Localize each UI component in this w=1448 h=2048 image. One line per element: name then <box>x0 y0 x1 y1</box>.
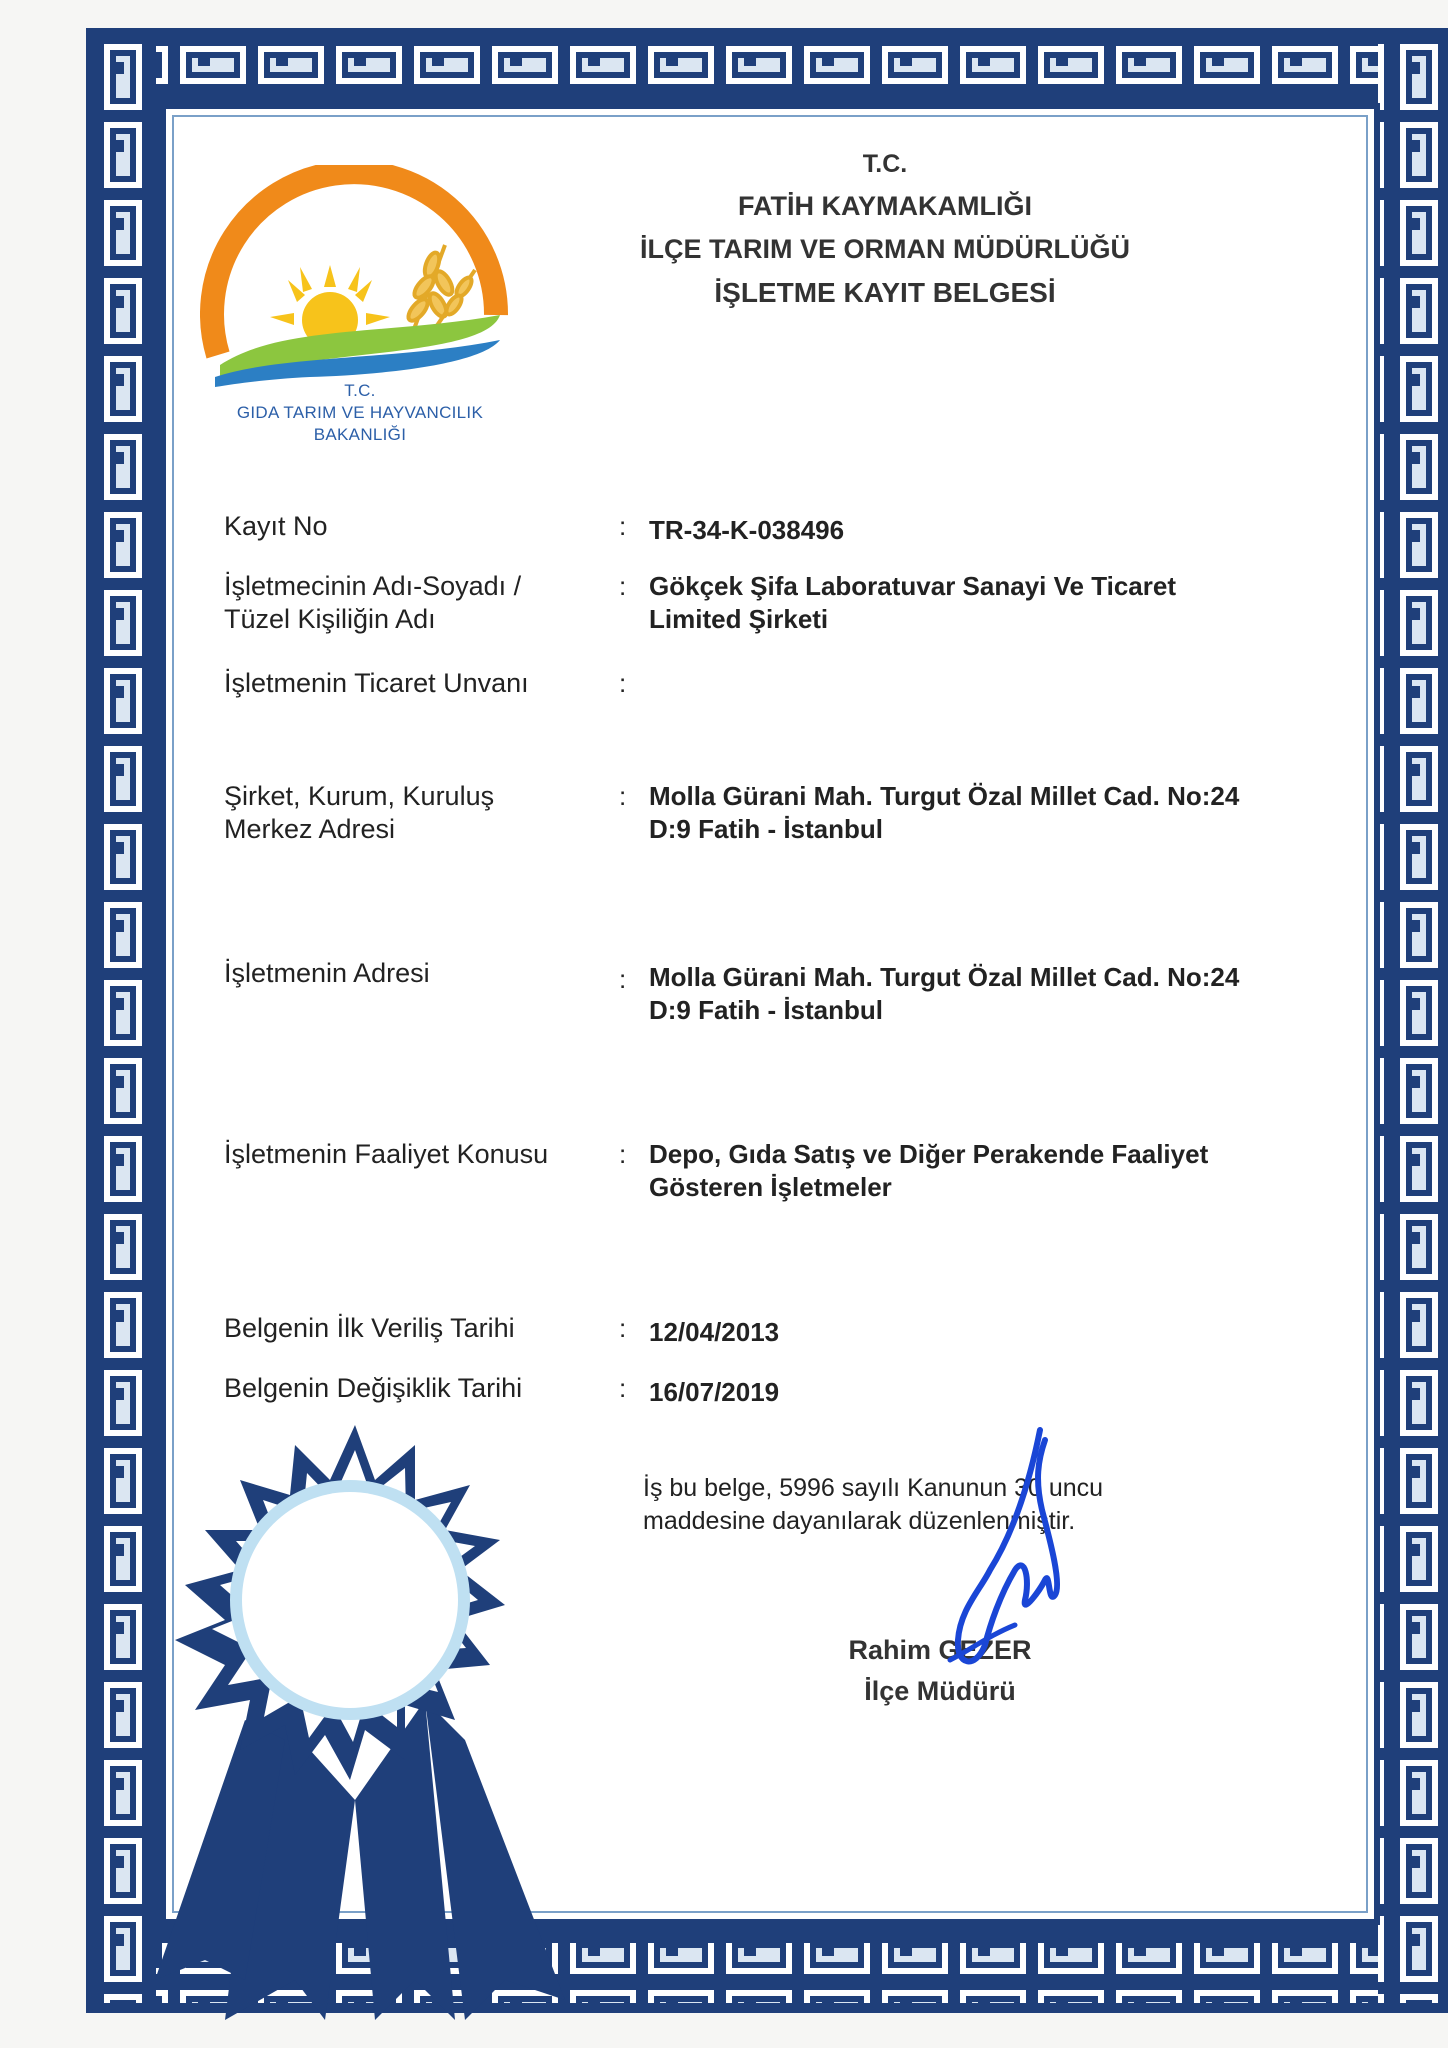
document-header <box>560 150 1210 309</box>
field-colon: : <box>619 571 627 601</box>
logo-tc: T.C. <box>344 381 376 400</box>
signature-icon <box>930 1420 1110 1690</box>
field-colon: : <box>619 668 627 698</box>
field-value: 12/04/2013 <box>649 1317 780 1347</box>
award-rosette-icon <box>125 1420 585 2020</box>
field-colon: : <box>619 1313 627 1343</box>
field-value-line: D:9 Fatih - İstanbul <box>649 814 883 844</box>
field-colon: : <box>619 511 627 541</box>
field-value-line: Limited Şirketi <box>649 604 829 634</box>
field-value-line: Gösteren İşletmeler <box>649 1172 892 1202</box>
field-value-line: Molla Gürani Mah. Turgut Özal Millet Cad. No:24 <box>649 781 1240 811</box>
statement-line: İş bu belge, 5996 sayılı Kanunun 30 uncu <box>643 1474 1104 1502</box>
field-label: İşletmenin Ticaret Unvanı <box>224 668 529 698</box>
field-label: Belgenin İlk Veriliş Tarihi <box>224 1313 515 1343</box>
field-value <box>649 1138 1349 1204</box>
signatory-title: İlçe Müdürü <box>864 1676 1016 1706</box>
header-mudurluk: İLÇE TARIM VE ORMAN MÜDÜRLÜĞÜ <box>640 234 1130 264</box>
field-colon: : <box>619 964 627 994</box>
statement-line: maddesine dayanılarak düzenlenmiştir. <box>643 1507 1076 1535</box>
field-label <box>224 570 614 636</box>
field-colon: : <box>619 1373 627 1403</box>
field-value <box>649 961 1349 1027</box>
field-label: İşletmenin Adresi <box>224 958 430 988</box>
field-value-line: Depo, Gıda Satış ve Diğer Perakende Faaliyet <box>649 1139 1209 1169</box>
field-value <box>649 570 1349 636</box>
document-title: İŞLETME KAYIT BELGESİ <box>714 277 1056 308</box>
field-value-line: D:9 Fatih - İstanbul <box>649 995 883 1025</box>
field-value <box>649 780 1349 846</box>
field-value: TR-34-K-038496 <box>649 515 845 545</box>
legal-statement <box>643 1472 1203 1538</box>
field-label: İşletmenin Faaliyet Konusu <box>224 1139 549 1169</box>
field-colon: : <box>619 1139 627 1169</box>
field-value: 16/07/2019 <box>649 1377 780 1407</box>
field-label-line: Tüzel Kişiliğin Adı <box>224 604 436 634</box>
field-value-line: Molla Gürani Mah. Turgut Özal Millet Cad. No:24 <box>649 962 1240 992</box>
field-label-line: Merkez Adresi <box>224 814 396 844</box>
logo-ministry-name: GIDA TARIM VE HAYVANCILIK <box>236 403 484 422</box>
field-label-line: İşletmecinin Adı-Soyadı / <box>224 571 522 601</box>
header-kaymakamlik: FATİH KAYMAKAMLIĞI <box>738 191 1032 221</box>
field-label <box>224 780 614 846</box>
field-label: Kayıt No <box>224 511 328 541</box>
field-label-line: Şirket, Kurum, Kuruluş <box>224 781 495 811</box>
header-tc: T.C. <box>862 150 908 178</box>
field-colon: : <box>619 781 627 811</box>
logo-ministry-suffix: BAKANLIĞI <box>313 425 407 444</box>
signatory-name: Rahim GEZER <box>848 1635 1032 1665</box>
field-value-line: Gökçek Şifa Laboratuvar Sanayi Ve Ticaret <box>649 571 1176 601</box>
field-label: Belgenin Değişiklik Tarihi <box>224 1373 523 1403</box>
